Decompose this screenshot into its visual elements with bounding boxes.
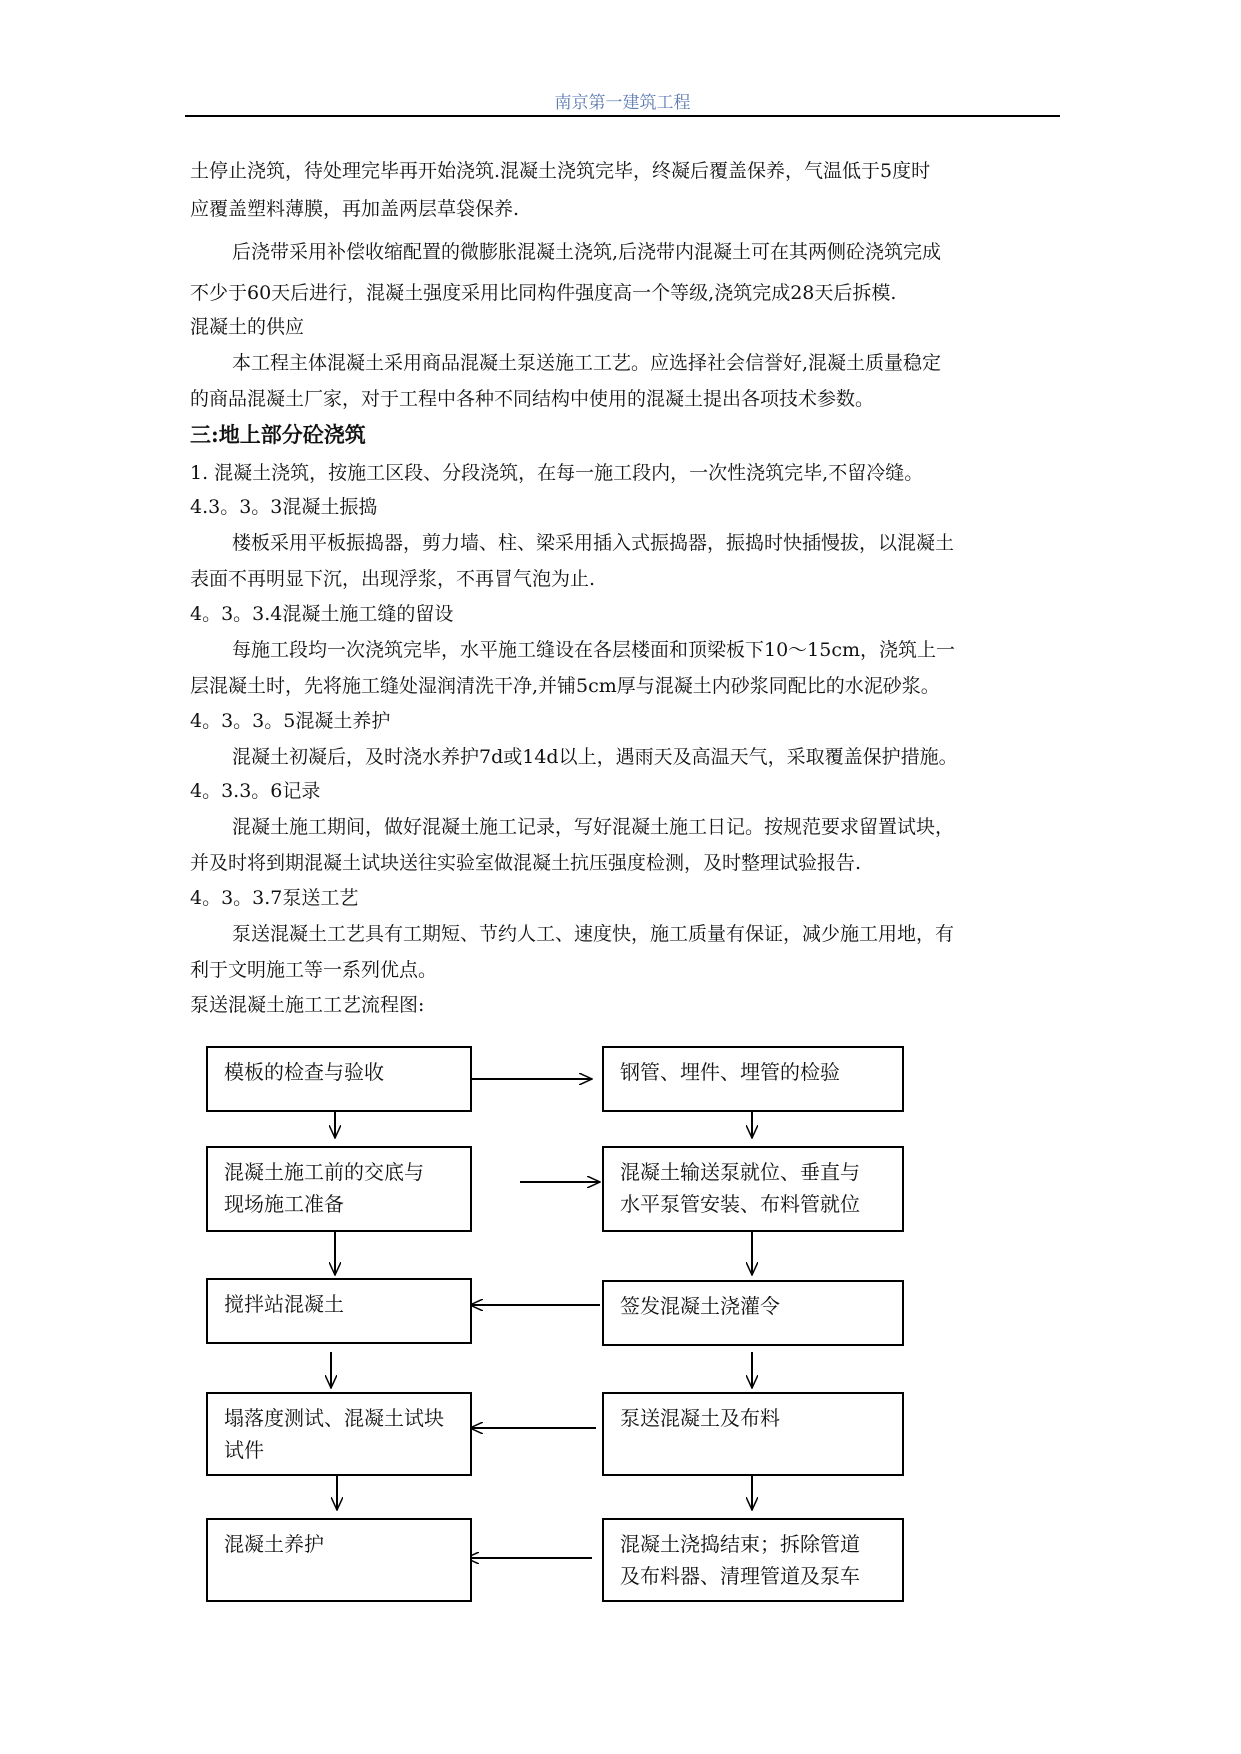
flow-box-text: 钢管、埋件、埋管的检验 <box>620 1060 840 1084</box>
flow-box-slump-test <box>206 1392 472 1476</box>
body-line: 混凝土初凝后，及时浇水养护7d或14d以上，遇雨天及高温天气，采取覆盖保护措施。 <box>232 746 958 768</box>
body-line: 泵送混凝土工艺具有工期短、节约人工、速度快，施工质量有保证，减少施工用地，有 <box>232 923 955 945</box>
body-line: 并及时将到期混凝土试块送往实验室做混凝土抗压强度检测，及时整理试验报告. <box>190 852 862 874</box>
body-line: 楼板采用平板振捣器，剪力墙、柱、梁采用插入式振捣器，振捣时快插慢拔，以混凝土 <box>232 532 955 554</box>
body-line: 表面不再明显下沉，出现浮浆，不再冒气泡为止. <box>190 568 596 590</box>
flow-box-mixing-station <box>206 1278 472 1344</box>
subheading: 混凝土的供应 <box>190 316 305 338</box>
flow-box-text: 塌落度测试、混凝土试块 <box>224 1406 444 1430</box>
body-line: 层混凝土时，先将施工缝处湿润清洗干净,并铺5cm厚与混凝土内砂浆同配比的水泥砂浆。 <box>190 675 940 697</box>
page-header-title: 南京第一建筑工程 <box>554 93 691 113</box>
flow-box-text: 现场施工准备 <box>224 1192 344 1216</box>
flow-box-formwork-inspection <box>206 1046 472 1112</box>
flow-box-text: 及布料器、清理管道及泵车 <box>620 1564 860 1588</box>
flow-box-text: 混凝土施工前的交底与 <box>224 1160 424 1184</box>
flow-box-pump-installation <box>602 1146 904 1232</box>
body-line: 不少于60天后进行，混凝土强度采用比同构件强度高一个等级,浇筑完成28天后拆模. <box>190 282 897 304</box>
flow-box-curing <box>206 1518 472 1602</box>
body-line: 1. 混凝土浇筑，按施工区段、分段浇筑，在每一施工段内，一次性浇筑完毕,不留冷缝。 <box>190 462 924 484</box>
flow-box-pre-construction-briefing <box>206 1146 472 1232</box>
subheading: 4。3。3.4混凝土施工缝的留设 <box>190 603 454 625</box>
flow-box-text: 混凝土养护 <box>224 1532 324 1556</box>
body-line: 本工程主体混凝土采用商品混凝土泵送施工工艺。应选择社会信誉好,混凝土质量稳定 <box>232 352 942 374</box>
subheading: 4。3。3.7泵送工艺 <box>190 887 359 909</box>
section-heading: 三:地上部分砼浇筑 <box>190 422 366 447</box>
flow-box-text: 签发混凝土浇灌令 <box>620 1294 780 1318</box>
body-line: 每施工段均一次浇筑完毕，水平施工缝设在各层楼面和顶梁板下10～15cm，浇筑上一 <box>232 639 956 661</box>
flow-box-steel-pipe-inspection <box>602 1046 904 1112</box>
body-line: 泵送混凝土施工工艺流程图: <box>190 994 425 1016</box>
subheading: 4.3。3。3混凝土振捣 <box>190 496 378 518</box>
flow-box-text: 混凝土输送泵就位、垂直与 <box>620 1160 860 1184</box>
flow-box-pumping-distribution <box>602 1392 904 1476</box>
flow-box-text: 泵送混凝土及布料 <box>620 1406 780 1430</box>
body-line: 混凝土施工期间，做好混凝土施工记录，写好混凝土施工日记。按规范要求留置试块， <box>232 816 955 838</box>
body-line: 应覆盖塑料薄膜，再加盖两层草袋保养. <box>190 198 520 220</box>
flow-box-pour-completion <box>602 1518 904 1602</box>
flow-box-text: 混凝土浇捣结束；拆除管道 <box>620 1532 860 1556</box>
flow-box-text: 试件 <box>224 1438 264 1462</box>
flow-box-text: 水平泵管安装、布料管就位 <box>620 1192 860 1216</box>
body-line: 后浇带采用补偿收缩配置的微膨胀混凝土浇筑,后浇带内混凝土可在其两侧砼浇筑完成 <box>232 241 942 263</box>
subheading: 4。3。3。5混凝土养护 <box>190 710 391 732</box>
flow-box-text: 搅拌站混凝土 <box>224 1292 344 1316</box>
subheading: 4。3.3。6记录 <box>190 780 321 802</box>
body-line: 的商品混凝土厂家，对于工程中各种不同结构中使用的混凝土提出各项技术参数。 <box>190 388 875 410</box>
flow-box-text: 模板的检查与验收 <box>224 1060 384 1084</box>
body-line: 土停止浇筑，待处理完毕再开始浇筑.混凝土浇筑完毕，终凝后覆盖保养，气温低于5度时 <box>190 160 931 182</box>
body-line: 利于文明施工等一系列优点。 <box>190 959 438 981</box>
flow-box-pour-order <box>602 1280 904 1346</box>
